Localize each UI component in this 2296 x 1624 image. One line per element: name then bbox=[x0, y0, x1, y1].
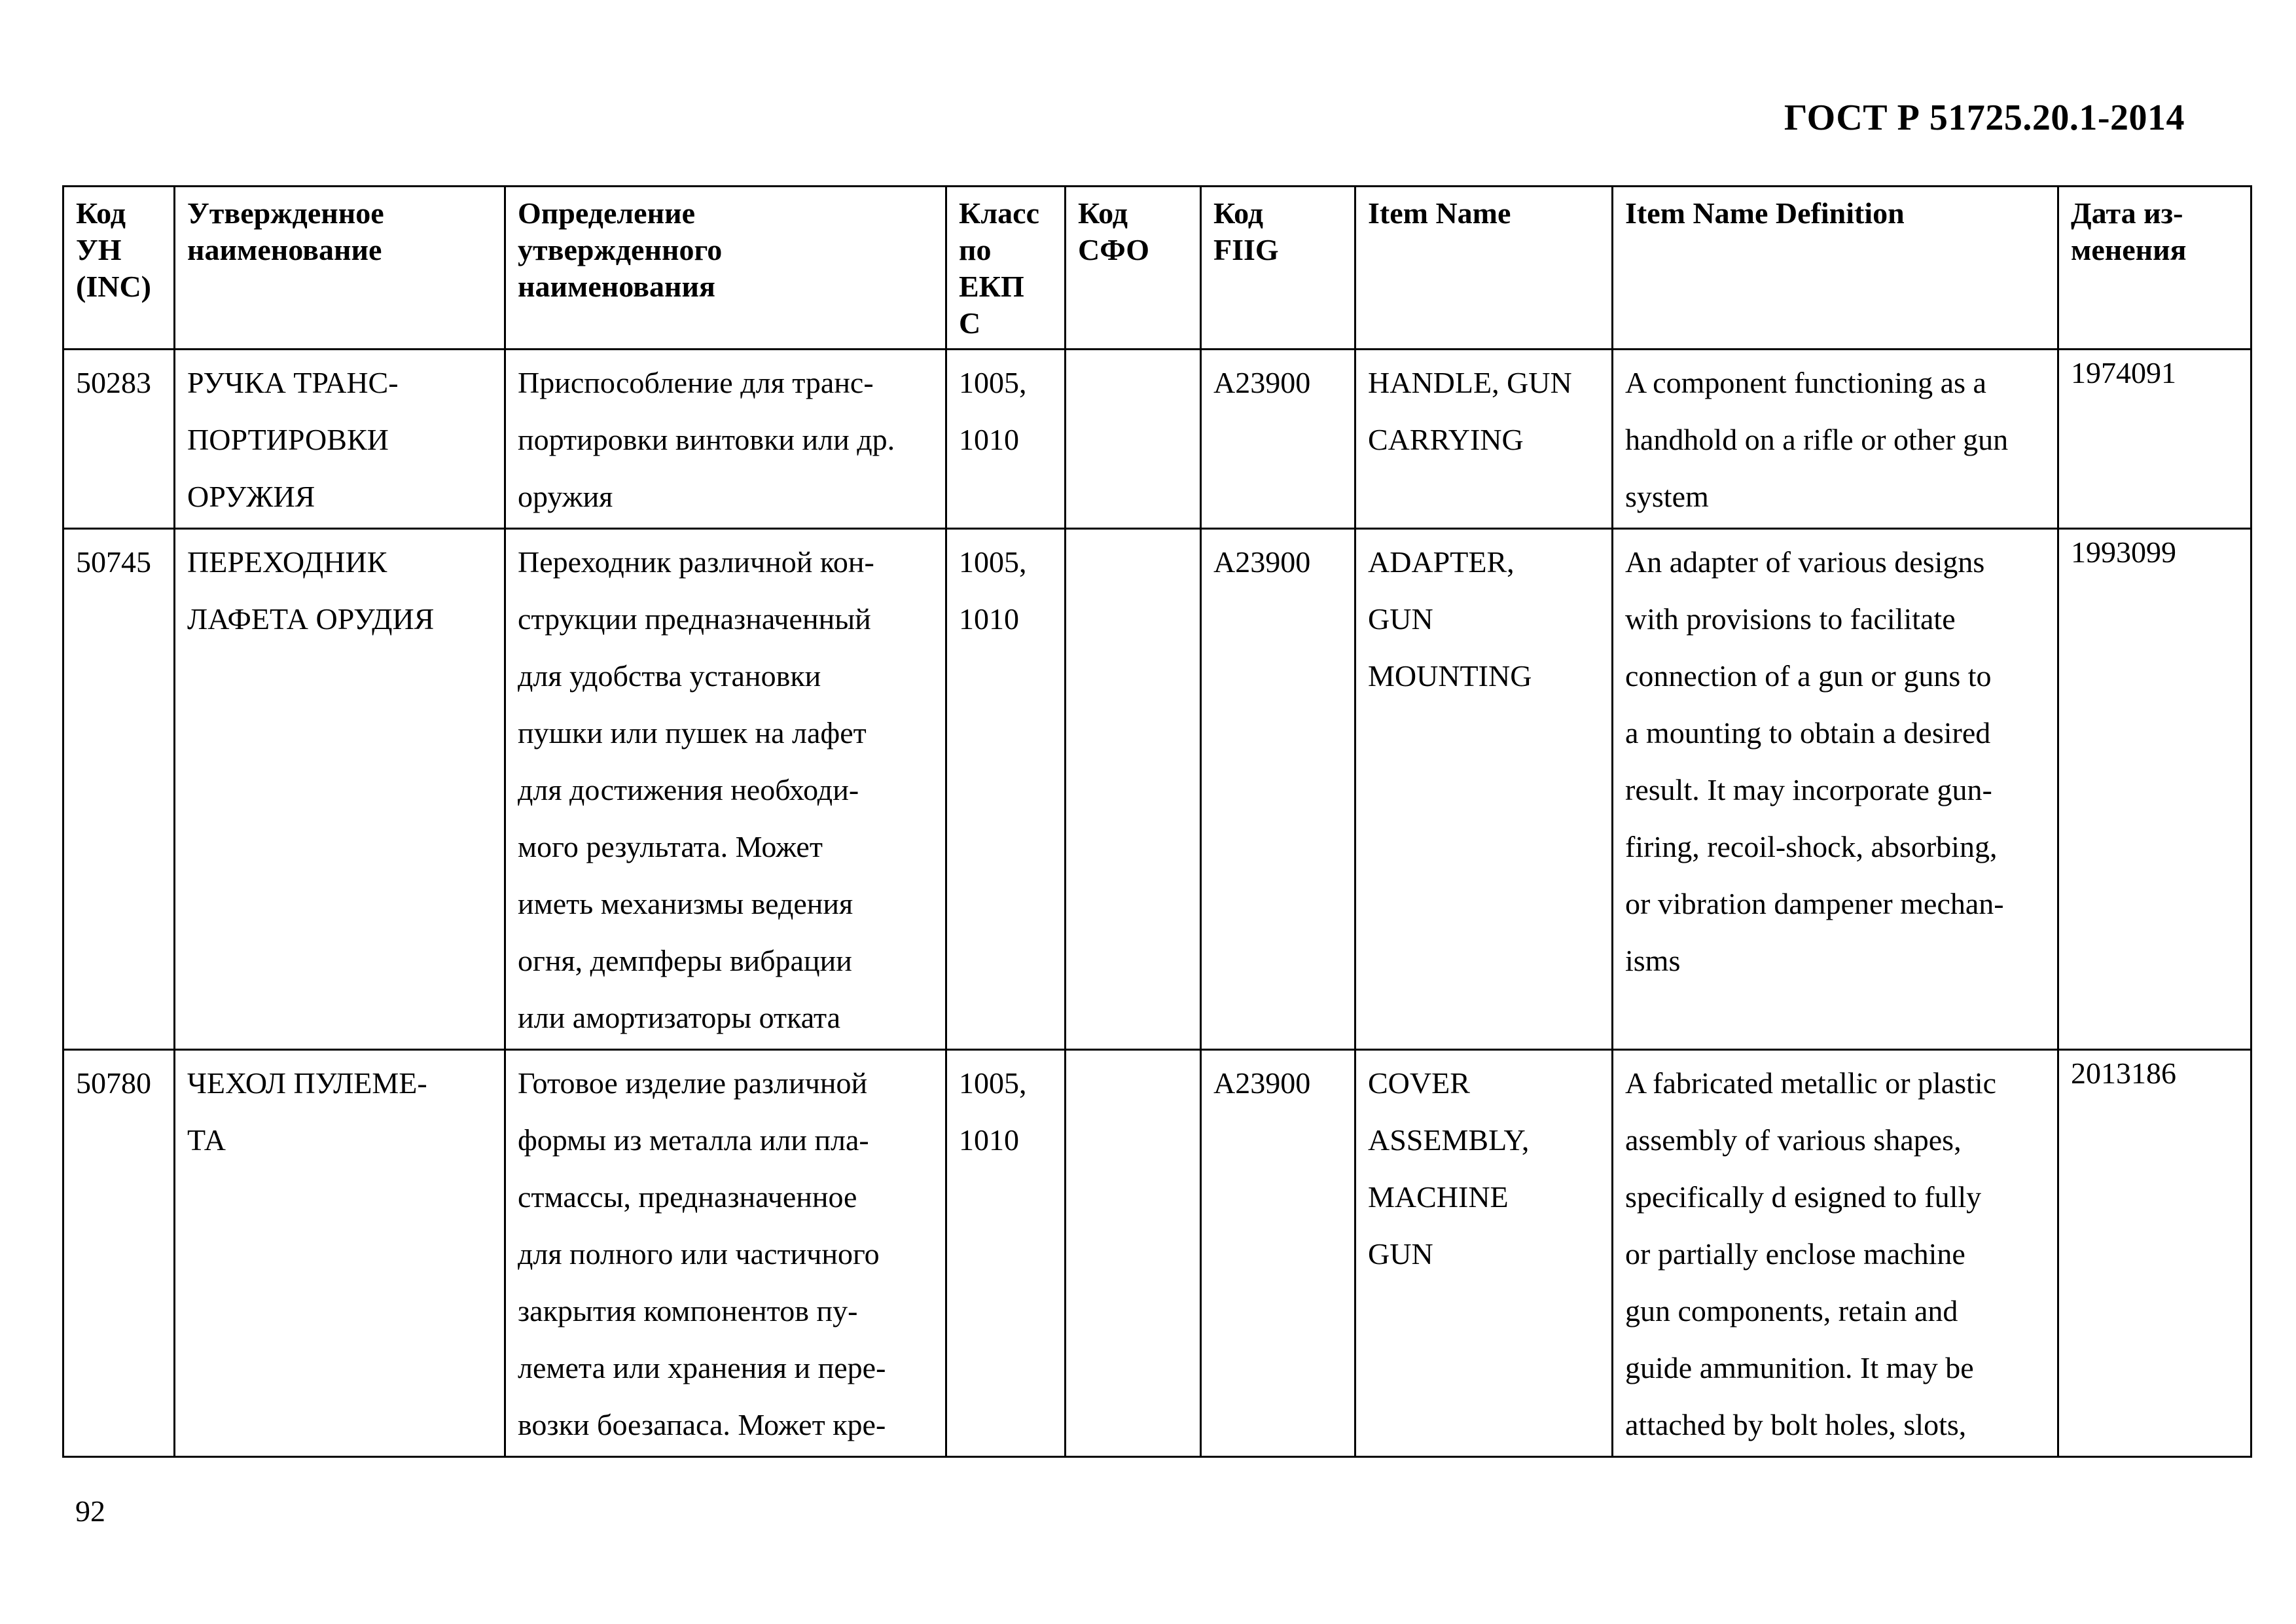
cell-approved-name: РУЧКА ТРАНС- ПОРТИРОВКИ ОРУЖИЯ bbox=[175, 350, 505, 529]
cell-approved-name: ЧЕХОЛ ПУЛЕМЕ- ТА bbox=[175, 1050, 505, 1457]
col-header-class: Класс по ЕКП С bbox=[946, 187, 1066, 350]
cell-sfo bbox=[1066, 350, 1201, 529]
cell-class: 1005, 1010 bbox=[946, 529, 1066, 1050]
cell-item-definition: A component functioning as a handhold on a rifle or other gun system bbox=[1613, 350, 2058, 529]
cell-approved-name: ПЕРЕХОДНИК ЛАФЕТА ОРУДИЯ bbox=[175, 529, 505, 1050]
col-header-definition: Определение утвержденного наименования bbox=[505, 187, 946, 350]
cell-sfo bbox=[1066, 1050, 1201, 1457]
cell-definition: Приспособление для транс- портировки винтовки или др. оружия bbox=[505, 350, 946, 529]
cell-fiig: A23900 bbox=[1201, 529, 1355, 1050]
table-row bbox=[63, 350, 2251, 529]
cell-definition: Готовое изделие различной формы из металла или пла- стмассы, предназначенное для полного или частичного закрытия компонентов пу- лемета или хранения и пере- возки боезапаса. Может кре- bbox=[505, 1050, 946, 1457]
cell-class: 1005, 1010 bbox=[946, 1050, 1066, 1457]
cell-item-name: ADAPTER, GUN MOUNTING bbox=[1355, 529, 1613, 1050]
cell-fiig: A23900 bbox=[1201, 1050, 1355, 1457]
col-header-item-name: Item Name bbox=[1355, 187, 1613, 350]
col-header-approved-name: Утвержденное наименование bbox=[175, 187, 505, 350]
cell-item-definition: A fabricated metallic or plastic assembly of various shapes, specifically d esigned to fully or partially enclose machine gun components, retain and guide ammunition. It may be attached by bolt holes, slots, bbox=[1613, 1050, 2058, 1457]
cell-change-date: 1974091 bbox=[2058, 350, 2251, 529]
cell-code: 50745 bbox=[63, 529, 175, 1050]
cell-class: 1005, 1010 bbox=[946, 350, 1066, 529]
standard-designation: ГОСТ Р 51725.20.1-2014 bbox=[1784, 98, 2185, 138]
table-header-row bbox=[63, 187, 2251, 350]
cell-sfo bbox=[1066, 529, 1201, 1050]
cell-code: 50780 bbox=[63, 1050, 175, 1457]
table-row bbox=[63, 529, 2251, 1050]
cell-definition: Переходник различной кон- струкции предназначенный для удобства установки пушки или пушек на лафет для достижения необходи- мого результата. Может иметь механизмы ведения огня, демпферы вибрации или амортизаторы отката bbox=[505, 529, 946, 1050]
cell-fiig: A23900 bbox=[1201, 350, 1355, 529]
cell-code: 50283 bbox=[63, 350, 175, 529]
col-header-item-definition: Item Name Definition bbox=[1613, 187, 2058, 350]
col-header-change-date: Дата из- менения bbox=[2058, 187, 2251, 350]
cell-item-name: COVER ASSEMBLY, MACHINE GUN bbox=[1355, 1050, 1613, 1457]
cell-change-date: 1993099 bbox=[2058, 529, 2251, 1050]
items-table bbox=[62, 185, 2252, 1458]
cell-change-date: 2013186 bbox=[2058, 1050, 2251, 1457]
col-header-sfo: Код СФО bbox=[1066, 187, 1201, 350]
col-header-fiig: Код FIIG bbox=[1201, 187, 1355, 350]
page-number: 92 bbox=[75, 1494, 105, 1528]
col-header-code: Код УН (INC) bbox=[63, 187, 175, 350]
table-row bbox=[63, 1050, 2251, 1457]
cell-item-definition: An adapter of various designs with provisions to facilitate connection of a gun or guns to a mounting to obtain a desired result. It may incorporate gun- firing, recoil-shock, absorbing, or vibration dampener mechan- isms bbox=[1613, 529, 2058, 1050]
cell-item-name: HANDLE, GUN CARRYING bbox=[1355, 350, 1613, 529]
